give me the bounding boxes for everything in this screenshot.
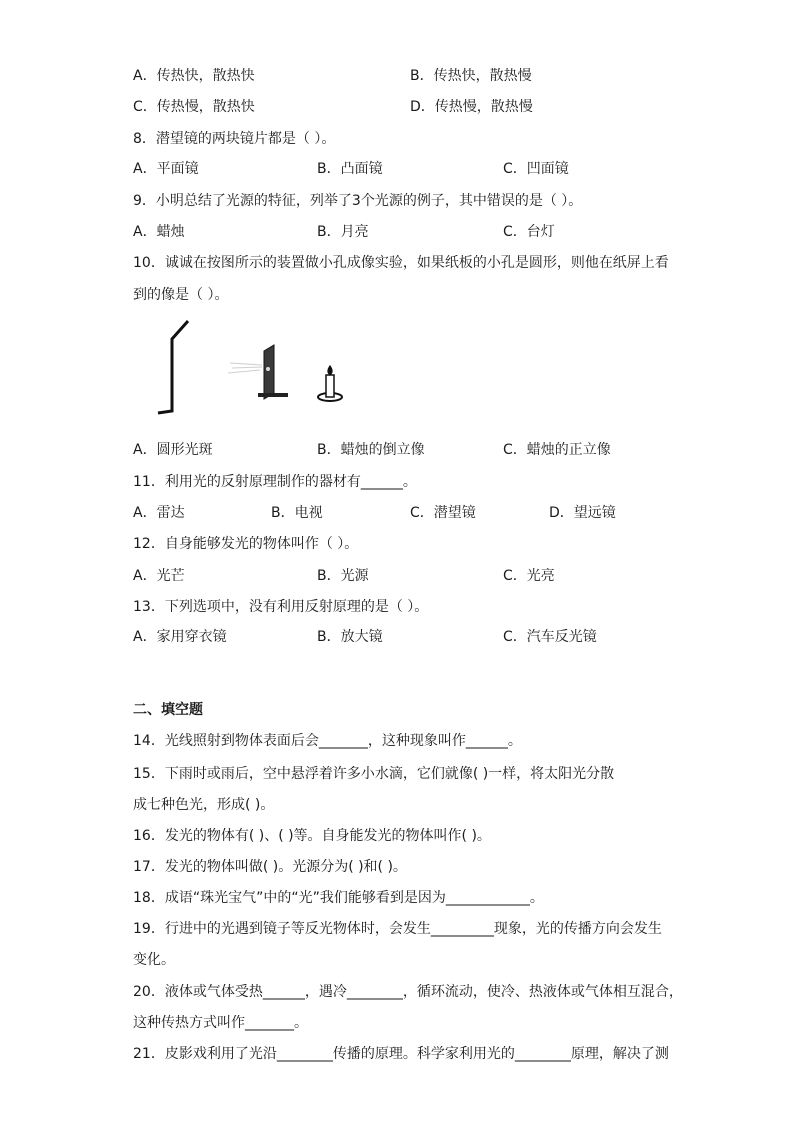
q13-option-a: A．家用穿衣镜: [133, 629, 227, 645]
q18: 18．成语“珠光宝气”中的“光”我们能够看到是因为____________。: [133, 890, 544, 906]
q9-stem: 9．小明总结了光源的特征，列举了3个光源的例子，其中错误的是（ ）。: [133, 193, 583, 209]
q17: 17．发光的物体叫做( )。光源分为( )和( )。: [133, 859, 407, 875]
q11-options: [133, 503, 663, 523]
q20-line-1: 20．液体或气体受热______，遇冷________，循环流动，使冷、热液体或气体相互混合，: [133, 984, 683, 1000]
pinhole-experiment-figure: [150, 315, 370, 420]
q11-option-b: B．电视: [271, 505, 323, 521]
q15-line-1: 15．下雨时或雨后，空中悬浮着许多小水滴，它们就像( )一样，将太阳光分散: [133, 766, 615, 782]
q8-options: [133, 159, 663, 179]
paper-screen: [158, 321, 188, 413]
q8-option-a: A．平面镜: [133, 161, 199, 177]
q10-option-c: C．蜡烛的正立像: [503, 442, 611, 458]
pinhole-experiment-illustration: [150, 315, 370, 420]
q10-option-b: B．蜡烛的倒立像: [317, 442, 425, 458]
q7-option-a: A．传热快，散热快: [133, 68, 255, 84]
q8-stem: 8．潜望镜的两块镜片都是（ ）。: [133, 131, 336, 147]
q12-option-a: A．光芒: [133, 568, 185, 584]
light-rays: [228, 363, 262, 373]
q12-option-b: B．光源: [317, 568, 369, 584]
q12-options: [133, 566, 663, 586]
q12-stem: 12．自身能够发光的物体叫作（ ）。: [133, 536, 359, 552]
q10-options: [133, 440, 663, 460]
q9-options: [133, 222, 663, 242]
cardboard-with-pinhole: [258, 345, 288, 399]
q11-option-a: A．雷达: [133, 505, 185, 521]
section-heading-fill-in: 二、填空题: [133, 702, 203, 718]
q7-options-row-2: [133, 97, 663, 117]
q7-option-b: B．传热快，散热慢: [410, 68, 532, 84]
q13-option-c: C．汽车反光镜: [503, 629, 597, 645]
q11-stem: 11．利用光的反射原理制作的器材有______。: [133, 474, 417, 490]
q11-option-c: C．潜望镜: [410, 505, 476, 521]
q10-stem-line-1: 10．诚诚在按图所示的装置做小孔成像实验，如果纸板的小孔是圆形，则他在纸屏上看: [133, 255, 669, 271]
q13-options: [133, 627, 663, 647]
q9-option-c: C．台灯: [503, 224, 555, 240]
q9-option-a: A．蜡烛: [133, 224, 185, 240]
candle-flame: [327, 365, 332, 375]
q16: 16．发光的物体有( )、( )等。自身能发光的物体叫作( )。: [133, 828, 491, 844]
q8-option-c: C．凹面镜: [503, 161, 569, 177]
q9-option-b: B．月亮: [317, 224, 369, 240]
q11-option-d: D．望远镜: [549, 505, 616, 521]
q21-line-1: 21．皮影戏利用了光沿________传播的原理。科学家利用光的________原理，解决了测: [133, 1046, 669, 1062]
q12-option-c: C．光亮: [503, 568, 555, 584]
q7-options-row-1: [133, 66, 663, 86]
q15-line-2: 成七种色光，形成( )。: [133, 797, 275, 813]
q7-option-c: C．传热慢，散热快: [133, 99, 255, 115]
q10-stem-line-2: 到的像是（ ）。: [133, 287, 229, 303]
candle: [318, 365, 342, 401]
q13-option-b: B．放大镜: [317, 629, 383, 645]
q13-stem: 13．下列选项中，没有利用反射原理的是（ ）。: [133, 599, 429, 615]
q19-line-1: 19．行进中的光遇到镜子等反光物体时，会发生_________现象，光的传播方向会发生: [133, 921, 662, 937]
q7-option-d: D．传热慢，散热慢: [410, 99, 533, 115]
q20-line-2: 这种传热方式叫作_______。: [133, 1015, 308, 1031]
q19-line-2: 变化。: [133, 952, 175, 968]
pinhole: [266, 367, 270, 371]
q10-option-a: A．圆形光斑: [133, 442, 213, 458]
q14: 14．光线照射到物体表面后会_______，这种现象叫作______。: [133, 733, 522, 749]
q8-option-b: B．凸面镜: [317, 161, 383, 177]
